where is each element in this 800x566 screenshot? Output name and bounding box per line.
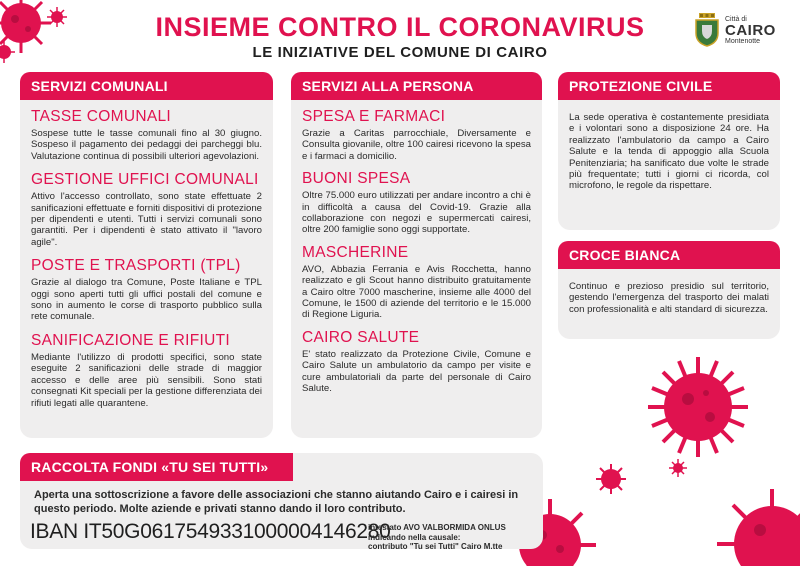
iban-note-line: contributo "Tu sei Tutti" Cairo M.tte — [368, 542, 503, 551]
section-title: SANIFICAZIONE E RIFIUTI — [31, 331, 230, 349]
header — [0, 12, 800, 62]
section-text: Sospese tutte le tasse comunali fino al 30 giugno. Sospeso il pagamento dei pedaggi dei parcheggi blu. Valutazione continua di possibili ulteriori agevolazioni. — [31, 128, 262, 162]
section-title: TASSE COMUNALI — [31, 108, 171, 125]
virus-bottom-right-edge-icon — [712, 484, 800, 566]
section-title: GESTIONE UFFICI COMUNALI — [31, 171, 259, 189]
panel-heading: SERVIZI COMUNALI — [20, 72, 273, 100]
section-title: BUONI SPESA — [302, 170, 411, 188]
section-title: CAIRO SALUTE — [302, 328, 420, 346]
fundraising-text: Aperta una sottoscrizione a favore delle associazioni che stanno aiutando Cairo e i cairesi in questo periodo. Molte aziende e privati stanno dando il loro contributo. — [34, 489, 519, 515]
logo-line1: Città di — [725, 15, 747, 23]
section-text: Grazie a Caritas parrocchiale, Diversamente e Consulta giovanile, oltre 100 cairesi ricevono la spesa e i farmaci a domicilio. — [302, 128, 531, 162]
section-text: La sede operativa è costantemente presidiata e i volontari sono a disposizione 24 ore. Ha realizzato l'ambulatorio da campo a Cairo Salute e la tenda di appoggio alla Scuola Penitenziaria; ha sanificato due volte le strade più frequentate; tutti i giorni ci ricorda, col microfono, le regole da rispettare. — [569, 112, 769, 192]
coat-of-arms-icon — [693, 13, 721, 47]
section-text: E' stato realizzato da Protezione Civile, Comune e Cairo Salute un ambulatorio da campo per visite e cure ambulatoriali da parte del personale di Cairo Salute. — [302, 348, 531, 395]
panel-servizi-persona — [291, 72, 542, 438]
section-text: Oltre 75.000 euro utilizzati per andare incontro a chi è in difficoltà a causa del Covid-19. Grazie alla collaborazione con negozi e supermercati cairesi, oltre 200 famiglie sono oggi supportate. — [302, 190, 531, 236]
section-title: MASCHERINE — [302, 243, 409, 261]
panel-heading: RACCOLTA FONDI «TU SEI TUTTI» — [20, 453, 293, 481]
logo-line3: Montenotte — [725, 37, 761, 45]
page-subtitle: LE INIZIATIVE DEL COMUNE DI CAIRO — [252, 44, 548, 61]
panel-protezione-civile — [558, 72, 780, 230]
iban-code: IBAN IT50G0617549331000004146280 — [30, 520, 391, 543]
iban-note — [368, 523, 506, 552]
section-text: Grazie al dialogo tra Comune, Poste Italiane e TPL oggi sono aperti tutti gli uffici postali del comune e sono in aumento le corse di trasporto pubblico sulla rete comunale. — [31, 277, 262, 323]
cairo-logo — [693, 13, 776, 47]
virus-tiny-right-icon — [668, 458, 688, 478]
iban-note-line: intestato AVO VALBORMIDA ONLUS — [368, 523, 506, 532]
panel-heading: SERVIZI ALLA PERSONA — [291, 72, 542, 100]
iban-note-line: indicando nella causale: — [368, 532, 461, 542]
panel-heading: CROCE BIANCA — [558, 241, 780, 269]
logo-line2: CAIRO — [725, 21, 776, 39]
section-title: SPESA E FARMACI — [302, 108, 446, 125]
panel-servizi-comunali — [20, 72, 273, 438]
section-text: AVO, Abbazia Ferrania e Avis Rocchetta, hanno realizzato e gli Scout hanno distribuito gratuitamente a Cairo oltre 7000 mascherine, insieme alle 4000 del Comune, le 1500 di aziende del territorio e le 15.000 di Regione Liguria. — [302, 263, 531, 321]
virus-small-right-icon — [594, 462, 628, 496]
section-text: Attivo l'accesso controllato, sono state effettuate 2 sanificazioni effettuate e forniti dispositivi di protezione per dipendenti e utenti. Tutti i servizi comunali sono garantiti. Per i dipendenti è stato attivato il "lavoro agile". — [31, 191, 262, 248]
section-title: POSTE E TRASPORTI (TPL) — [31, 257, 241, 275]
panel-raccolta-fondi — [20, 453, 543, 549]
panel-croce-bianca — [558, 241, 780, 339]
virus-bottom-right-large-icon — [643, 352, 753, 462]
section-text: Continuo e prezioso presidio sul territorio, gestendo l'emergenza del trasporto dei malati con professionalità e alti standard di sicurezza. — [569, 281, 769, 315]
section-text: Mediante l'utilizzo di prodotti specifici, sono state eseguite 2 sanificazioni delle strade di maggior accesso e delle aree più sensibili. Sono stati consegnati Kit speciali per la gestione differenziata dei rifiuti legati alle quarantene. — [31, 351, 262, 409]
panel-heading: PROTEZIONE CIVILE — [558, 72, 780, 100]
page-title: INSIEME CONTRO IL CORONAVIRUS — [155, 12, 645, 42]
